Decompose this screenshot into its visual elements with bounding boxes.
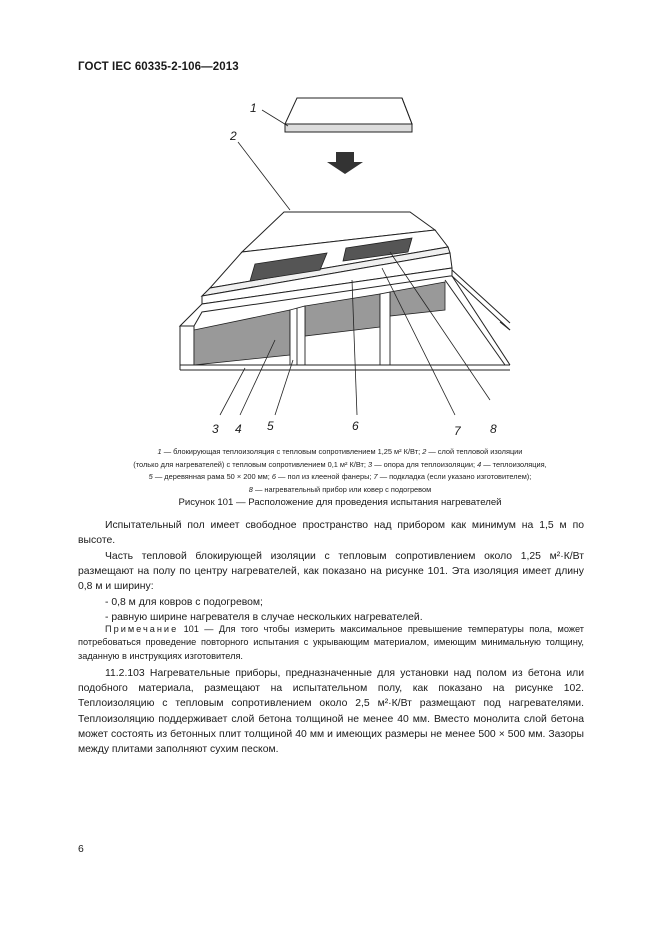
label-5: 5 (267, 419, 274, 433)
figure-title: Рисунок 101 — Расположение для проведения испытания нагревателей (178, 497, 502, 508)
figure-legend: 1 — блокирующая теплоизоляция с тепловым сопротивлением 1,25 м² К/Вт; 2 — слой тепловой изоляции (только для нагревателей) с тепловым сопротивлением 0,1 м² К/Вт; 3 — опора для теплоизоляции; 4 — теплоизоляция, 5 — деревянная рама 50 × 200 мм; 6 — пол из клееной фанеры; 7 — подкладка (если указано изготовителем); 8 — нагревательный прибор или ковер с подогревом (133, 447, 547, 494)
paragraph-11-2-103: 11.2.103 Нагревательные приборы, предназначенные для установки над полом из бетона или подобного материала, размещают на испытательном полу, как показано на рисунке 102. Теплоизоляцию с тепловым сопротивлением около 2,5 м²·К/Вт размещают под нагревателями. Теплоизоляцию поддерживает слой бетона толщиной не менее 40 мм. Вместо монолита слой бетона может состоять из бетонных плит толщиной 40 мм и имеющих размеры не менее 500 × 500 мм. Зазоры между плитами заполняют сухим песком. (78, 668, 584, 756)
label-2: 2 (230, 129, 237, 143)
label-8: 8 (490, 422, 497, 436)
insulation-panel-right (390, 282, 445, 316)
insulation-panel-left (194, 310, 290, 365)
paragraph-free-space: Испытательный пол имеет свободное пространство над прибором как минимум на 1,5 м по высоте. (78, 520, 584, 547)
label-4: 4 (235, 422, 242, 436)
paragraph-blocking-insulation: Часть тепловой блокирующей изоляции с тепловым сопротивлением около 1,25 м²·К/Вт размещают на полу по центру нагревателей, как показано на рисунке 101. Эта изоляция имеет длину 0,8 м и ширину: (78, 551, 584, 593)
document-header: ГОСТ IEC 60335-2-106—2013 (78, 61, 239, 73)
test-arrangement-figure (150, 90, 530, 440)
list-item: - равную ширине нагревателя в случае нескольких нагревателей. (105, 612, 423, 624)
insulation-panel-middle (305, 294, 380, 336)
label-7: 7 (454, 424, 461, 438)
size-list (105, 595, 423, 625)
label-6: 6 (352, 419, 359, 433)
blocking-insulation-pad (285, 98, 412, 132)
label-3: 3 (212, 422, 219, 436)
list-item: - 0,8 м для ковров с подогревом; (105, 597, 263, 608)
down-arrow-icon (327, 152, 363, 174)
note-101: Примечание 101 — Для того чтобы измерить максимальное превышение температуры пола, может потребоваться проведение повторного испытания с укрывающим материалом, имеющим минимальную толщину, заданную в инструкциях изготовителя. (78, 624, 584, 661)
page-number: 6 (78, 844, 84, 855)
label-1: 1 (250, 101, 257, 115)
